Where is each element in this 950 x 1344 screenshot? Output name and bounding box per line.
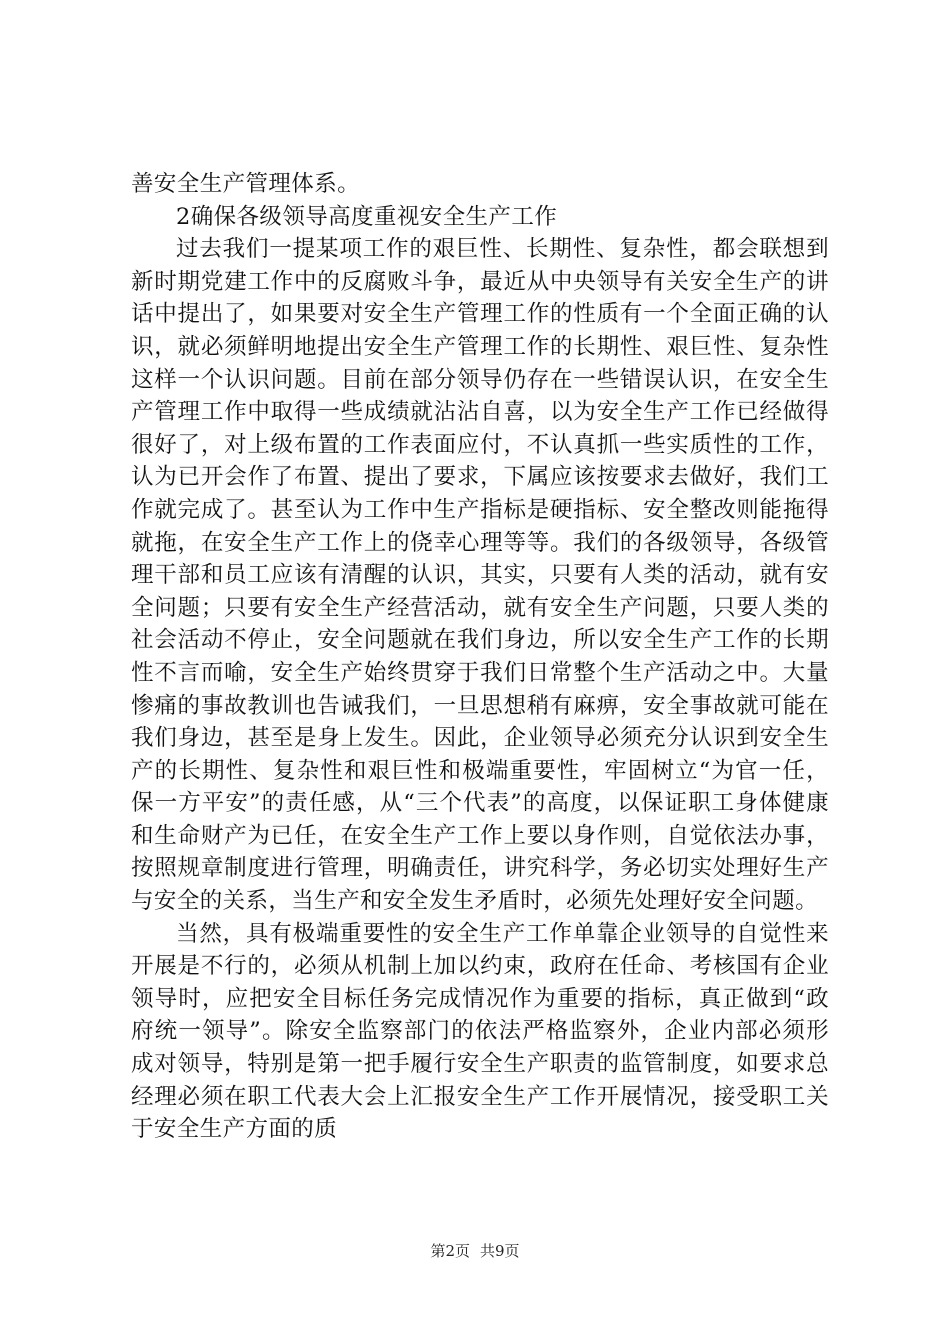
body-text [131, 168, 829, 1146]
paragraph-mechanism-constraints: 当然，具有极端重要性的安全生产工作单靠企业领导的自觉性来开展是不行的，必须从机制上加以约束，政府在任命、考核国有企业领导时，应把安全目标任务完成情况作为重要的指标，真正做到“政府统一领导”。除安全监察部门的依法严格监察外，企业内部必须形成对领导，特别是第一把手履行安全生产职责的监管制度，如要求总经理必须在职工代表大会上汇报安全生产工作开展情况，接受职工关于安全生产方面的质 [131, 920, 829, 1143]
paragraph-continuation: 善安全生产管理体系。 [131, 171, 361, 197]
paragraph-leadership-awareness: 过去我们一提某项工作的艰巨性、长期性、复杂性，都会联想到新时期党建工作中的反腐败斗争，最近从中央领导有关安全生产的讲话中提出了，如果要对安全生产管理工作的性质有一个全面正确的认识，就必须鲜明地提出安全生产管理工作的长期性、艰巨性、复杂性这样一个认识问题。目前在部分领导仍存在一些错误认识，在安全生产管理工作中取得一些成绩就沾沾自喜，以为安全生产工作已经做得很好了，对上级布置的工作表面应付，不认真抓一些实质性的工作，认为已开会作了布置、提出了要求，下属应该按要求去做好，我们工作就完成了。甚至认为工作中生产指标是硬指标、安全整改则能拖得就拖，在安全生产工作上的侥幸心理等等。我们的各级领导，各级管理干部和员工应该有清醒的认识，其实，只要有人类的活动，就有安全问题；只要有安全生产经营活动，就有安全生产问题，只要人类的社会活动不停止，安全问题就在我们身边，所以安全生产工作的长期性不言而喻，安全生产始终贯穿于我们日常整个生产活动之中。大量惨痛的事故教训也告诫我们，一旦思想稍有麻痹，安全事故就可能在我们身边，甚至是身上发生。因此，企业领导必须充分认识到安全生产的长期性、复杂性和艰巨性和极端重要性，牢固树立“为官一任，保一方平安”的责任感，从“三个代表”的高度，以保证职工身体健康和生命财产为已任，在安全生产工作上要以身作则，自觉依法办事，按照规章制度进行管理，明确责任，讲究科学，务必切实处理好生产与安全的关系，当生产和安全发生矛盾时，必须先处理好安全问题。 [131, 236, 829, 915]
page-total: 共9页 [480, 1242, 520, 1260]
section-heading: 2确保各级领导高度重视安全生产工作 [176, 203, 558, 230]
page-number: 第2页 [430, 1242, 470, 1260]
page-footer [0, 1241, 950, 1261]
